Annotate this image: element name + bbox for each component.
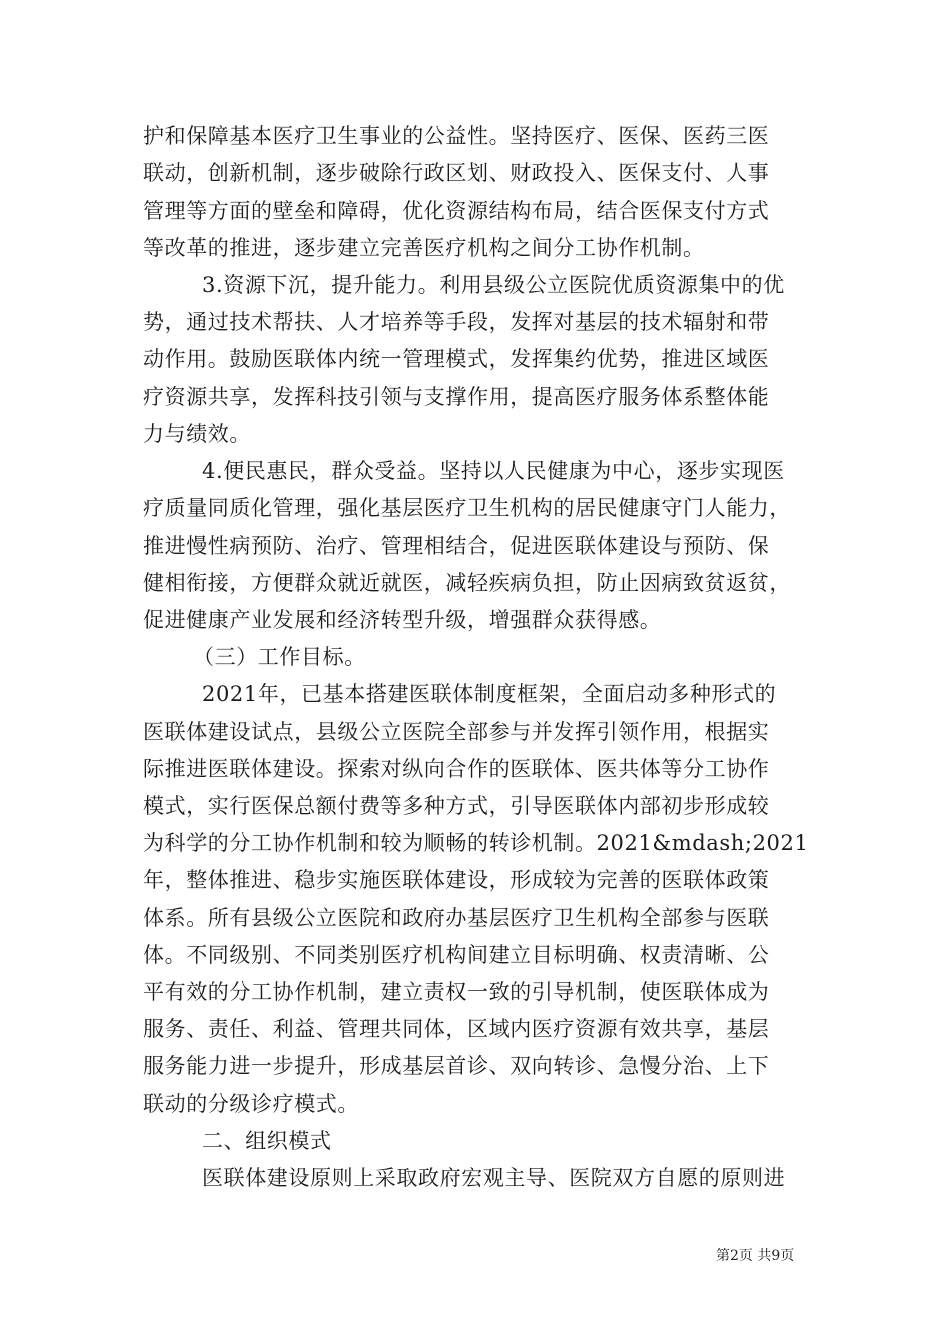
text-line: 动作用。鼓励医联体内统一管理模式，发挥集约优势，推进区域医 xyxy=(143,347,770,371)
text-line: 为科学的分工协作机制和较为顺畅的转诊机制。2021&mdash;2021 xyxy=(143,831,809,855)
text-line: 疗质量同质化管理，强化基层医疗卫生机构的居民健康守门人能力， xyxy=(143,496,791,520)
text-line: 体。不同级别、不同类别医疗机构间建立目标明确、权责清晰、公 xyxy=(143,943,770,967)
section-heading: 二、组织模式 xyxy=(202,1129,332,1153)
text-line: 医联体建设原则上采取政府宏观主导、医院双方自愿的原则进 xyxy=(202,1166,786,1190)
text-line: 促进健康产业发展和经济转型升级，增强群众获得感。 xyxy=(143,608,662,632)
text-line: 4.便民惠民，群众受益。坚持以人民健康为中心，逐步实现医 xyxy=(202,459,785,483)
text-line: 疗资源共享，发挥科技引领与支撑作用，提高医疗服务体系整体能 xyxy=(143,385,770,409)
text-line: 平有效的分工协作机制，建立责权一致的引导机制，使医联体成为 xyxy=(143,980,770,1004)
text-line: 服务能力进一步提升，形成基层首诊、双向转诊、急慢分治、上下 xyxy=(143,1054,770,1078)
text-line: 管理等方面的壁垒和障碍，优化资源结构布局，结合医保支付方式 xyxy=(143,199,770,223)
page-number: 第2页 共9页 xyxy=(716,1248,795,1264)
text-line: 力与绩效。 xyxy=(143,422,251,446)
text-line: 医联体建设试点，县级公立医院全部参与并发挥引领作用，根据实 xyxy=(143,720,770,744)
text-line: 体系。所有县级公立医院和政府办基层医疗卫生机构全部参与医联 xyxy=(143,906,770,930)
text-line: 联动的分级诊疗模式。 xyxy=(143,1092,359,1116)
text-line: 健相衔接，方便群众就近就医，减轻疾病负担，防止因病致贫返贫， xyxy=(143,571,791,595)
text-line: 2021年，已基本搭建医联体制度框架，全面启动多种形式的 xyxy=(202,682,777,706)
text-line: 服务、责任、利益、管理共同体，区域内医疗资源有效共享，基层 xyxy=(143,1017,770,1041)
text-line: 联动，创新机制，逐步破除行政区划、财政投入、医保支付、人事 xyxy=(143,161,770,185)
section-heading: （三）工作目标。 xyxy=(193,645,366,669)
text-line: 际推进医联体建设。探索对纵向合作的医联体、医共体等分工协作 xyxy=(143,757,770,781)
text-line: 等改革的推进，逐步建立完善医疗机构之间分工协作机制。 xyxy=(143,236,705,260)
text-line: 推进慢性病预防、治疗、管理相结合，促进医联体建设与预防、保 xyxy=(143,534,770,558)
text-line: 护和保障基本医疗卫生事业的公益性。坚持医疗、医保、医药三医 xyxy=(143,124,770,148)
text-line: 3.资源下沉，提升能力。利用县级公立医院优质资源集中的优 xyxy=(202,273,785,297)
text-line: 势，通过技术帮扶、人才培养等手段，发挥对基层的技术辐射和带 xyxy=(143,310,770,334)
text-line: 年，整体推进、稳步实施医联体建设，形成较为完善的医联体政策 xyxy=(143,868,770,892)
text-line: 模式，实行医保总额付费等多种方式，引导医联体内部初步形成较 xyxy=(143,794,770,818)
